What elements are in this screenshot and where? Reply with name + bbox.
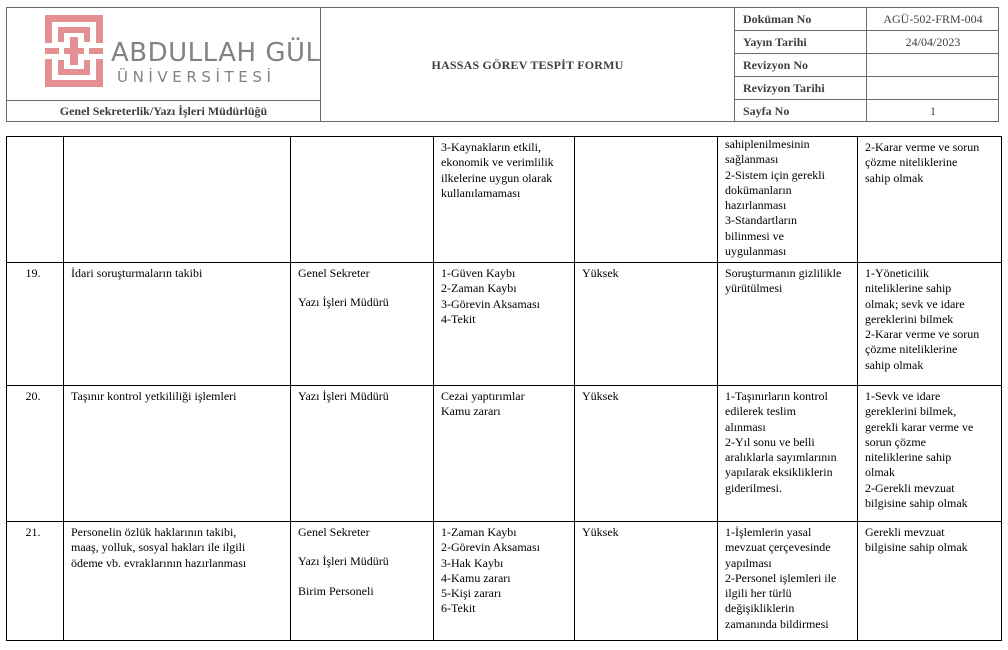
meta-value: 24/04/2023	[905, 35, 961, 49]
logo-wordmark: ABDULLAH GÜL	[111, 38, 321, 68]
responsible-person: Genel Sekreter	[298, 525, 370, 539]
task-text: Taşınır kontrol yetkililiği işlemleri	[71, 389, 237, 403]
row-number: 20.	[7, 386, 64, 522]
table-row	[7, 386, 1002, 522]
university-logo-icon	[45, 15, 103, 87]
form-header	[6, 7, 999, 122]
logo-cell	[7, 8, 321, 101]
meta-key: Sayfa No	[735, 100, 867, 122]
qualifications-text: 1-Sevk ve idare gereklerini bilmek, gerekli karar verme ve sorun çözme niteliklerine sahip olmak 2-Gerekli mevzuat bilgisine sahip olmak	[865, 389, 974, 511]
controls-text: 1-Taşınırların kontrol edilerek teslim alınması 2-Yıl sonu ve belli aralıklarla sayımlarının yapılarak eksikliklerin giderilmesi.	[725, 389, 837, 495]
task-cell	[64, 386, 291, 522]
meta-key: Revizyon No	[735, 54, 867, 76]
meta-value	[867, 77, 999, 99]
meta-key: Revizyon Tarihi	[735, 77, 867, 99]
meta-key: Yayın Tarihi	[735, 31, 867, 53]
qualifications-text: 1-Yöneticilik niteliklerine sahip olmak; sevk ve idare gereklerini bilmek 2-Karar verme ve sorun çözme niteliklerine sahip olmak	[865, 266, 980, 372]
risk-level: Yüksek	[575, 263, 718, 386]
form-title: HASSAS GÖREV TESPİT FORMU	[321, 8, 735, 122]
responsible-cell	[291, 263, 434, 386]
qualifications-cell	[858, 137, 1002, 263]
department-name: Genel Sekreterlik/Yazı İşleri Müdürlüğü	[7, 101, 321, 122]
controls-text: sahiplenilmesinin sağlanması 2-Sistem için gerekli dokümanların hazırlanması 3-Standartların bilinmesi ve uygulanması	[725, 137, 825, 259]
responsible-cell	[291, 386, 434, 522]
table-row	[7, 137, 1002, 263]
risks-text: 1-Güven Kaybı 2-Zaman Kaybı 3-Görevin Aksaması 4-Tekit	[441, 266, 540, 326]
responsible-person: Yazı İşleri Müdürü	[298, 389, 389, 403]
qualifications-cell	[858, 263, 1002, 386]
table-row	[7, 522, 1002, 641]
meta-row-revision-no	[735, 54, 999, 77]
risks-cell	[434, 386, 575, 522]
qualifications-text: 2-Karar verme ve sorun çözme niteliklerine sahip olmak	[865, 140, 980, 185]
meta-value: AGÜ-502-FRM-004	[883, 12, 983, 26]
qualifications-cell	[858, 386, 1002, 522]
risk-level: Yüksek	[575, 522, 718, 641]
controls-cell	[718, 263, 858, 386]
meta-value: 1	[930, 104, 936, 118]
meta-row-revision-date	[735, 77, 999, 100]
responsible-person: Birim Personeli	[298, 583, 374, 598]
row-number: 21.	[7, 522, 64, 641]
risks-text: 1-Zaman Kaybı 2-Görevin Aksaması 3-Hak Kaybı 4-Kamu zararı 5-Kişi zararı 6-Tekit	[441, 525, 540, 616]
responsible-person: Yazı İşleri Müdürü	[298, 295, 389, 310]
controls-cell	[718, 137, 858, 263]
risks-text: 3-Kaynakların etkili, ekonomik ve verimlilik ilkelerine uygun olarak kullanılamaması	[441, 140, 554, 200]
qualifications-text: Gerekli mevzuat bilgisine sahip olmak	[865, 525, 968, 555]
controls-cell	[718, 522, 858, 641]
row-number	[7, 137, 64, 263]
meta-key: Doküman No	[735, 8, 867, 30]
risks-cell	[434, 263, 575, 386]
responsible-person: Yazı İşleri Müdürü	[298, 554, 389, 569]
meta-row-page-no	[735, 100, 999, 122]
responsible-person: Genel Sekreter	[298, 266, 370, 280]
row-number: 19.	[7, 263, 64, 386]
qualifications-cell	[858, 522, 1002, 641]
document-meta	[735, 8, 999, 122]
risk-level	[575, 137, 718, 263]
controls-cell	[718, 386, 858, 522]
task-text: İdari soruşturmaların takibi	[71, 266, 203, 280]
risks-text: Cezai yaptırımlar Kamu zararı	[441, 389, 525, 419]
risks-cell	[434, 522, 575, 641]
responsible-cell	[291, 522, 434, 641]
task-cell	[64, 263, 291, 386]
sensitive-tasks-table	[6, 136, 1002, 641]
meta-value	[867, 54, 999, 76]
meta-row-document-no	[735, 8, 999, 31]
risks-cell	[434, 137, 575, 263]
task-text: Personelin özlük haklarının takibi, maaş, yolluk, sosyal hakları ile ilgili ödeme vb. evraklarının hazırlanması	[71, 525, 247, 570]
meta-row-publish-date	[735, 31, 999, 54]
risk-level: Yüksek	[575, 386, 718, 522]
task-cell	[64, 522, 291, 641]
controls-text: Soruşturmanın gizlilikle yürütülmesi	[725, 266, 842, 296]
task-cell	[64, 137, 291, 263]
logo-subtitle: ÜNİVERSİTESİ	[117, 68, 276, 86]
table-row	[7, 263, 1002, 386]
controls-text: 1-İşlemlerin yasal mevzuat çerçevesinde yapılması 2-Personel işlemleri ile ilgili her türlü değişikliklerin zamanında bildirmesi	[725, 525, 837, 631]
responsible-cell	[291, 137, 434, 263]
